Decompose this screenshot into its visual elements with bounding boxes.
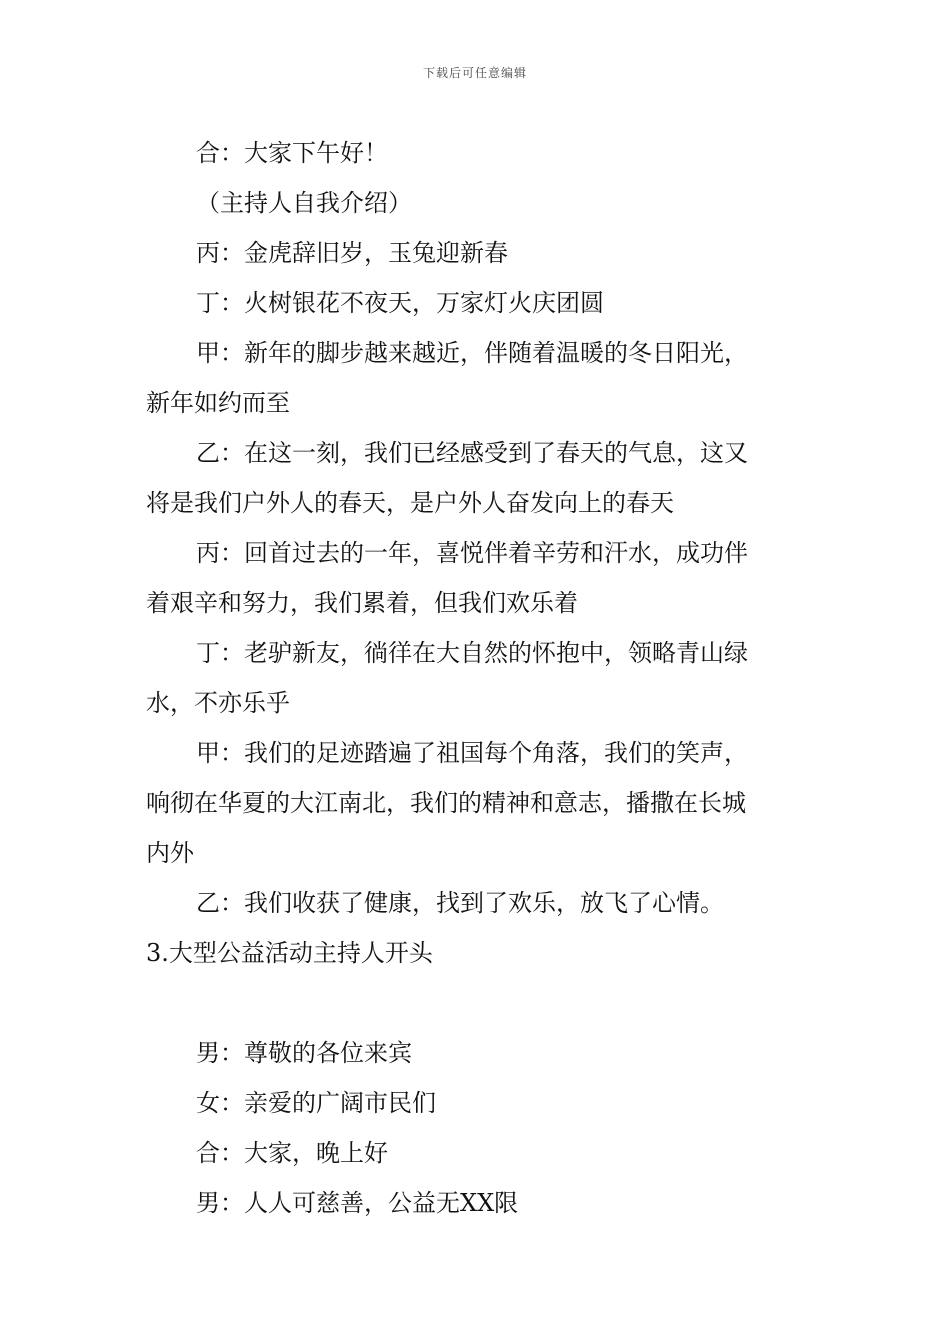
paragraph-line: 丁：火树银花不夜天，万家灯火庆团圆 — [196, 289, 604, 317]
paragraph-line: 合：大家下午好！ — [196, 139, 388, 167]
paragraph-line: 男：人人可慈善，公益无XX限 — [196, 1189, 519, 1217]
paragraph-line: 将是我们户外人的春天，是户外人奋发向上的春天 — [146, 489, 674, 517]
paragraph-line: 男：尊敬的各位来宾 — [196, 1039, 412, 1067]
paragraph-line: 乙：在这一刻，我们已经感受到了春天的气息，这又 — [196, 439, 748, 467]
paragraph-line: 丁：老驴新友，徜徉在大自然的怀抱中，领略青山绿 — [196, 639, 748, 667]
paragraph-line: 内外 — [146, 839, 194, 867]
page-header: 下载后可任意编辑 — [422, 66, 527, 80]
paragraph-line: 甲：新年的脚步越来越近，伴随着温暖的冬日阳光， — [196, 339, 748, 367]
section-heading: 3.大型公益活动主持人开头 — [146, 939, 433, 967]
paragraph-line: 丙：金虎辞旧岁，玉兔迎新春 — [196, 239, 508, 267]
paragraph-line: 水，不亦乐乎 — [146, 689, 290, 717]
document-body — [146, 128, 816, 1228]
paragraph-line: 乙：我们收获了健康，找到了欢乐，放飞了心情。 — [196, 889, 724, 917]
paragraph-line: 着艰辛和努力，我们累着，但我们欢乐着 — [146, 589, 578, 617]
paragraph-line: 响彻在华夏的大江南北，我们的精神和意志，播撒在长城 — [146, 789, 746, 817]
paragraph-line: 新年如约而至 — [146, 389, 290, 417]
paragraph-line: 丙：回首过去的一年，喜悦伴着辛劳和汗水，成功伴 — [196, 539, 748, 567]
paragraph-line: 甲：我们的足迹踏遍了祖国每个角落，我们的笑声， — [196, 739, 748, 767]
paragraph-line: 合：大家，晚上好 — [196, 1139, 388, 1167]
paragraph-line: （主持人自我介绍） — [196, 189, 412, 217]
blank-line — [146, 978, 816, 1028]
paragraph-line: 女：亲爱的广阔市民们 — [196, 1089, 436, 1117]
